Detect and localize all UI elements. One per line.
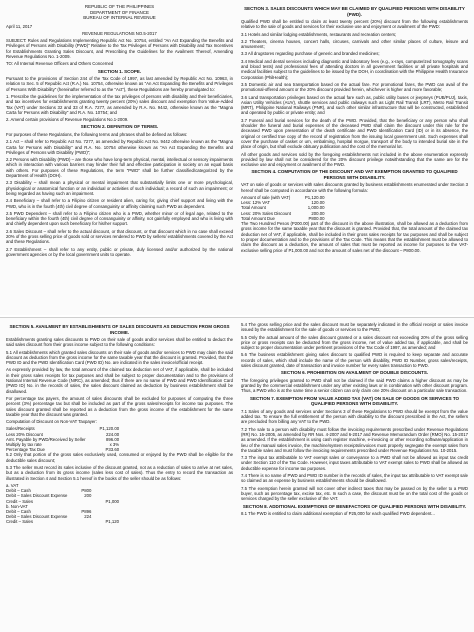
computation-value: P1,120.00 — [304, 195, 325, 201]
section-2-item: 2.2 Persons with Disability (PWD) – are those who have long-term physical, mental, intellectual or sensory impairments which in interaction with various barriers may hinder their full and effective participation in society on an equal basis with others. For purposes of these Regulations, the term "PWD" shall be further classified/categorized by the Department of Health (DOH). — [6, 157, 233, 179]
section-1-item: 1. Prescribe the guidelines for the implementation of the tax privileges of persons with disability and their beneficiaries, and tax incentives for establishments granting twenty percent (20%) sales discount and exemption from Value-Added Tax (VAT) under Sections 32 and 33 of R.A. 7277, as amended by R.A. No. 9442, otherwise known as the "Magna Carta for Persons with Disability" and R.A. No. 10754; and — [6, 93, 233, 115]
section-8-text: 8.1 The PWD is entitled to claim additional exemption of P25,000 for each qualified PWD dependent... — [241, 511, 435, 517]
computation-value: 1,000.00 — [307, 205, 325, 211]
section-3-item: 3.6 Land transportation privileges based on the actual fare such as, public utility buses or jeepneys (PUB/PUJ), taxis, Asian Utility Vehicles (AUV), shuttle services and public railways such as Light Rail Transit (LRT), Metro Rail Transit (MRT), Philippine National Railways (PNR), and such other similar infrastructure that will be constructed, established and operated by public or private entity; and — [241, 94, 468, 116]
section-2-item: 2.1 Act – shall refer to Republic Act No. 7277, as amended by Republic Act No. 9442 otherwise known as the "Magna Carta for Persons with Disability" and R.A. No. 10754 otherwise known as "An Act Expanding the Benefits and Privileges of Persons with Disability (PWD)"; — [6, 139, 233, 155]
section-3-title: SECTION 3. SALES DISCOUNTS WHICH MAY BE CLAIMED BY QUALIFIED PERSONS WITH DISABILITY (PWD). — [244, 6, 465, 17]
computation-label: Amount of sale (with VAT) — [241, 195, 291, 201]
section-3-item: All other goods and services sold by the foregoing establishments not included in the above enumeration expressly provided by law shall not be considered for the 20% discount privilege notwithstanding that the same are for the exclusive use and enjoyment or availment of the PWD. — [241, 151, 468, 168]
journal-entry-label: Credit – Sales — [6, 498, 33, 504]
document-page-2 — [0, 317, 474, 632]
section-5-item: 5.5 Only the actual amount of the sales discount granted or a sales discount not exceeding 20% of the gross selling price or gross receipts can be deducted from the gross income, net of value added tax, if applicable, and shall be subject to proper documentation under pertinent provisions of the Tax Code of 1997, as amended; and — [241, 334, 468, 351]
page-2-right-column — [241, 322, 468, 628]
computation-label: Less: 20% Sales Discount — [241, 210, 291, 216]
section-5-computation-table — [6, 426, 123, 452]
computation-value: P800.00 — [308, 215, 325, 221]
computation-value: 224.00 — [105, 431, 120, 437]
journal-entry-label: Credit – Sales — [6, 519, 33, 525]
section-5-title: SECTION 5. AVAILMENT BY ESTABLISHMENTS OF SALES DISCOUNTS AS DEDUCTION FROM GROSS INCOME. — [9, 324, 230, 335]
computation-label: Total Amount — [241, 205, 266, 211]
section-6-text: The foregoing privileges granted to PWD shall not be claimed if the said PWD claims a higher discount as may be granted by the commercial establishment under any other existing laws or in combination with other discount program. Thus, a PWD who is at the same time a senior citizen can only claim one 20% discount on a particular sale transaction. — [241, 377, 468, 394]
section-1-title: SECTION 1. SCOPE. — [97, 68, 142, 74]
section-7-item: 7.1 Sales of any goods and services under Sections 3 of these Regulations to PWD should be exempt from the value added tax. To ensure the full entitlement of the person with disability to the discount prescribed in the Act, the sellers are precluded from billing any VAT to the PWD. — [241, 408, 468, 425]
header-rr-number: REVENUE REGULATIONS NO.5-2017 — [82, 30, 157, 36]
document-page-1 — [0, 0, 474, 315]
section-5-item: 5.1 All establishments which granted sales discounts on their sale of goods and/or services to PWD may claim the said discount as deduction from the gross income for the same taxable year that the discount is granted. Provided, that the PWD ID and the PWD Identification Card (PWD ID) No. are indicated in the sales invoice/official receipt. — [6, 349, 233, 366]
section-7-title: SECTION 7. EXEMPTION FROM VALUE ADDED TAX (VAT) ON SALE OF GOODS OR SERVICES TO QUALIFIED PERSONS WITH DISABILITY. — [249, 395, 460, 407]
journal-entry-debit: 200 — [84, 493, 92, 499]
journal-entry-label: Debit – Sales Discount Expense — [6, 493, 68, 499]
computation-label: Less: 12% VAT — [241, 200, 270, 206]
header-bureau: BUREAU OF INTERNAL REVENUE — [83, 15, 156, 20]
section-7-item: 7.4 There is no name of PWD and PWD ID number in the records of sales, the input tax attributable to VAT exempt sale so claimed as an expense by business establishments should be disallowed. — [241, 473, 468, 484]
section-6-title: SECTION 6. PROHIBITION ON AVAILMENT OF DOUBLE DISCOUNTS. — [280, 370, 429, 376]
section-4-computation-table — [241, 195, 329, 221]
page-1-left-column — [6, 4, 233, 311]
computation-label: Sales/Receipts — [6, 426, 35, 432]
computation-label: Multiply by tax rate — [6, 442, 42, 448]
section-5-item: For percentage tax payers, the amount of sales discounts shall be excluded for purposes of computing the three percent (3%) percentage tax but shall be included as part of the gross sales/receipts for income tax purposes. The sales discount granted shall be reported as a deduction from the gross income of the establishment for the same taxable year that the discount was granted. — [6, 395, 233, 417]
computation-value: 200.00 — [311, 210, 325, 216]
section-2-item: 2.6 Sales Discount – shall refer to the actual discount, or that discount, or that discount which in no case shall exceed 20% of the gross selling price of goods sold or services rendered to PWD by sellers/ establishments covered by the Act and these Regulations. — [6, 228, 233, 245]
computation-label: Less 20% Discount — [6, 431, 43, 437]
journal-entry-debit — [71, 519, 95, 524]
header-date: April 11, 2017 — [6, 23, 33, 29]
journal-entry-label: a. VAT — [6, 482, 19, 488]
computation-label: Amt. Payable by PWD/Received by Seller — [6, 436, 86, 442]
section-3-item: 3.3 All drugstores regarding purchase of generic and branded medicines; — [241, 51, 380, 57]
section-8-title: SECTION 8. ADDITIONAL EXEMPTIONS OF BENEFACTORS OF QUALIFIED PERSONS WITH DISABILITY. — [242, 503, 467, 509]
section-7-item: 7.3 The input tax attributable to VAT exempt sales or conveyance to a PWD shall not be allowed as input tax credit under Section 110 of the Tax Code. However, input taxes attributable to VAT exempt sales to PWD shall be allowed as deductible expense for income tax purposes. — [241, 455, 468, 471]
section-5-item: 5.3 The seller must record its sales inclusive of the discount granted, not as a reduction of sales to arrive at net sales, but as a deduction from its gross income (sales less cost of sales). Thus the entry to record the transaction as illustrated in Section 4 and Section 5.1 hereof in the books of the seller should be as follows: — [6, 465, 233, 481]
section-7-item: 7.2 The sale to a person with disability must follow the invoicing requirements prescribed under Revenue Regulations (RR) No. 16-2005, as amended by RR Nos. 4-2007 and 6-2017 and Revenue Memorandum Order (RMO) No. 15-2017 as amended. If the establishment is using cash register machine, e-invoicing or other recording software/application in lieu of the manual sales invoice, the machine/system receipts/invoices must properly segregate the exempt sales from the taxable sales and must follow the invoicing requirements prescribed under Revenue Regulations No. 10-2015. — [241, 426, 468, 453]
page-1-right-column — [241, 4, 468, 311]
computation-label: Total Amount Due — [241, 215, 275, 221]
header-department: DEPARTMENT OF FINANCE — [89, 9, 149, 15]
computation-label: Percentage Tax Due — [6, 447, 45, 453]
journal-entry-row — [6, 519, 123, 524]
section-5-item: As expressly provided by law, the total amount of the claimed tax deduction net of VAT, if applicable, shall be included in their gross sales receipts for tax purposes and shall be subject to proper documentation and to the provisions of National Internal Revenue Code (NIRC), as amended; thus if there are no name of PWD and PWD Identification Card (PWD ID) No. in the records of sales, the sales discount claimed as deduction by business establishment shall be disallowed. — [6, 367, 233, 394]
section-2-item: 2.3 Disability – shall mean a physical or mental impairment that substantially limits one or more psychological, physiological or anatomical function or an individual or activities of such individual; a record of such an impairment; or being regarded as having such an impairment. — [6, 180, 233, 196]
journal-entry-debit: 224 — [84, 514, 92, 520]
section-5-text: Establishments granting sales discounts to PWD on their sale of goods and/or services shall be entitled to deduct the said sales discount from their gross income subject to the following conditions: — [6, 337, 233, 348]
journal-entry-label: b. Non-VAT — [6, 503, 28, 509]
journal-entry-debit: P896 — [81, 508, 92, 514]
journal-entry-debit: P800 — [81, 488, 92, 494]
computation-value: 120.00 — [311, 200, 325, 206]
section-2-intro: For purposes of these Regulations, the following terms and phrases shall be defined as follows: — [6, 131, 188, 137]
header-subject: SUBJECT: Rules and Regulations Implementing Republic Act No. 10754, entitled "An Act Expanding the Benefits and Privileges of Persons with Disability (PWD)" Relative to the Tax Privileges of Persons with Disability and Tax Incentives for Establishments Granting Sales Discount, and Prescribing the Guidelines for the Availment Thereof, Amending Revenue Regulations No. 1-2009. — [6, 38, 233, 59]
journal-entry-table — [6, 483, 123, 525]
section-5-item: 5.4 The gross selling price and the sales discount must be separately indicated in the official receipt or sales invoice issued by the establishment for the sale of goods or services to the PWD; — [241, 322, 468, 333]
page-2-left-column — [6, 322, 233, 628]
section-3-item: 3.7 Funeral and burial services for the death of the PWD. Provided, that the beneficiary or any person who shall shoulder the funeral and burial expenses of the deceased PWD shall claim the discount under this rule for the deceased PWD upon presentation of the death certificate and PWD Identification Card (ID) or in its absence, the original or certified true copy of the record of registration from the issuing local government unit. Such expenses shall cover the purchase of casket or urn, embalming, hospital morgue, transport of the body to intended burial site in the place of origin, but shall exclude obituary publication and the cost of the memorial lot. — [241, 117, 468, 150]
section-3-item: 3.1 Hotels and similar lodging establishments, restaurants and recreation centers; — [241, 31, 397, 37]
header-to: TO: All Internal Revenue Officers and Others Concerned — [6, 61, 114, 67]
journal-entry-credit: P1,120 — [105, 519, 120, 525]
journal-entry-label: Debit – Cash — [6, 508, 31, 514]
section-4-title: SECTION 4. COMPUTATION OF THE DISCOUNT AND VAT EXEMPTION GRANTED TO QUALIFIED PERSONS WITH DISABILITY. — [251, 169, 458, 180]
section-1-text: Pursuant to the provisions of Section 244 of the Tax Code of 1997, as last amended by Republic Act No. 10963, in relation to Sec. 5 of Republic Act (R.A.) No. 10754, otherwise known as "An Act Expanding the Benefits and Privileges of Persons With Disability" (hereinafter referred to as the "Act"), these Regulations are hereby promulgated to: — [6, 76, 233, 92]
journal-entry-credit: P1,000 — [105, 498, 120, 504]
section-2-item: 2.4 Beneficiary – shall refer to a Filipino citizen or resident alien, caring for, giving chief support and living with the PWD, who is in the fourth (4th) civil degree of consanguinity or affinity claiming such PWD as dependent. — [6, 198, 233, 209]
section-1-item: 2. Amend certain provisions of Revenue Regulations No.1-2009. — [6, 117, 129, 123]
section-4-intro: VAT on sale of goods or services with sales discounts granted by business establishments enumerated under Section 3 hereof shall be computed in accordance with the following formula: — [241, 182, 468, 193]
section-4-note: The Two Hundred Pesos (P200.00) part of the discount in the above illustration, shall be allowed as a deduction from gross income for the same taxable year that the discount is granted. Provided that, the total amount of the claimed tax deduction net of VAT, if applicable, shall be included in their gross sales receipts for tax purposes and shall be subject to proper documentation and to the provisions of the Tax Code. This means that the establishment must be allowed to claim the discount as a deduction, the amount of sales that must be reported as income for purposes to the VAT-exclusive selling price of P1,000.00 and not the amount of sales net of the discount – P800.00. — [241, 221, 468, 253]
computation-value: P1,120.00 — [99, 426, 120, 432]
section-3-item: 3.4 Medical and dental services including diagnostic and laboratory fees (e.g., x-rays, computerized tomography scans and blood tests) and professional fees of attending doctors in all government facilities or all private hospitals and medical facilities subject to the guidelines to be issued by the DOH, in coordination with the Philippine Health Insurance Corporation (PhilHealth); — [241, 58, 468, 80]
section-5-item: 5.2 Only that portion of the gross sales exclusively used, consumed or enjoyed by the PWD shall be eligible for the deductible sales discount; — [6, 452, 233, 463]
section-2-item: 2.7 Establishment – shall refer to any entity, public or private, duly licensed and/or authorized by the national government agencies or by the local government units to operate. — [6, 246, 233, 257]
computation-value: x 3% — [109, 442, 120, 448]
section-2-title: SECTION 2. DEFINITION OF TERMS. — [80, 124, 159, 130]
journal-entry-label: Debit – Sales Discount Expense — [6, 514, 68, 520]
section-7-item: 7.5 The exemption herein granted will not cover other indirect taxes that may be passed on by the seller to a PWD buyer, such as percentage tax, excise tax, etc. In such a case, the discount must be on the total cost of the goods or services charged by the seller exclusive of the VAT. — [241, 485, 468, 502]
computation-value: 896.00 — [105, 436, 120, 442]
section-3-intro: Qualified PWD shall be entitled to claim at least twenty percent (20%) discount from the following establishments relative to the sale of goods and services for their exclusive use and enjoyment or availment of the PWD: — [241, 19, 468, 30]
section-5-computation-title: Computation of Discount on Non-VAT Taxpayer: — [6, 419, 97, 425]
section-2-item: 2.5 PWD Dependent – shall refer to a Filipino citizen who is a PWD, whether minor or of legal age, related to the beneficiary within the fourth (4th) civil degree of consanguinity or affinity, not gainfully employed and who is living with and chiefly dependent upon such beneficiary for his/her support. — [6, 210, 233, 227]
section-3-item: 3.2 Theaters, cinema houses, concert halls, circuses, carnivals and other similar places of culture, leisure and amusement; — [241, 38, 468, 50]
journal-entry-label: Debit – Cash — [6, 488, 31, 494]
section-5-item: 5.6 The business establishment giving sales discount to qualified PWD is required to keep separate and accurate records of sales, which shall include the name of the person with disability, PWD ID Number, gross sales/receipts, sales discount granted, date of transaction and invoice number for every sales transaction to PWD. — [241, 352, 468, 369]
section-3-item: 3.5 Domestic air and sea transportation based on the actual fare. For promotional fares, the PWD can avail of the promotional-offered amount or the 20% discount provided herein, whichever is higher and more favorable; — [241, 81, 468, 93]
header-republic: REPUBLIC OF THE PHILIPPINES — [84, 4, 155, 9]
computation-value: P33.60 — [105, 447, 120, 453]
